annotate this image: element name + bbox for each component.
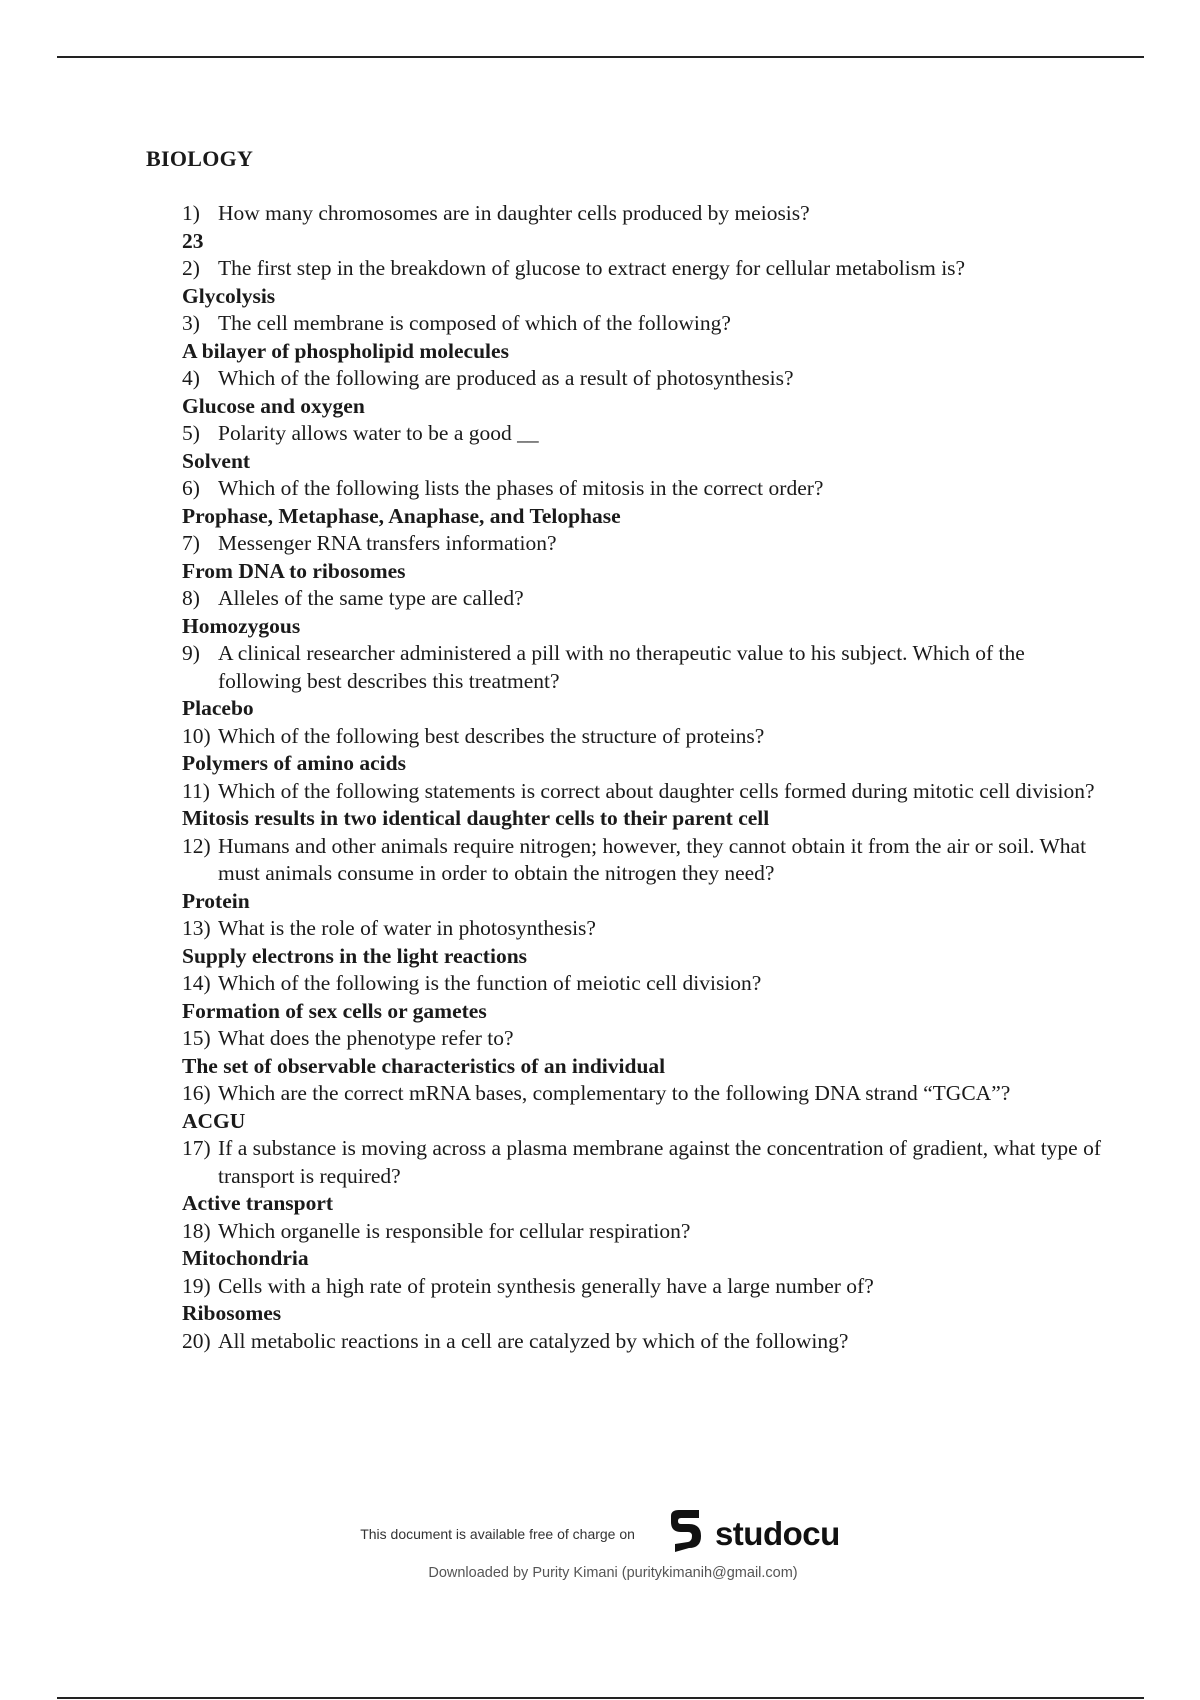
answer-text: Glucose and oxygen xyxy=(182,393,365,418)
studocu-brand[interactable] xyxy=(661,1508,840,1559)
question-body: If a substance is moving across a plasma membrane against the concentration of gradient, what type of transport is required? xyxy=(218,1136,1102,1188)
question-item xyxy=(182,310,1102,365)
question-text xyxy=(182,200,1102,228)
question-item xyxy=(182,1135,1102,1218)
question-number: 15) xyxy=(182,1026,211,1050)
question-body: Messenger RNA transfers information? xyxy=(218,531,557,555)
answer-text: Protein xyxy=(182,888,250,913)
availability-note: This document is available free of charge on xyxy=(360,1525,635,1542)
question-text xyxy=(182,365,1102,393)
answer-text: ACGU xyxy=(182,1108,246,1133)
question-number: 20) xyxy=(182,1328,211,1353)
question-item xyxy=(182,420,1102,475)
question-number: 19) xyxy=(182,1273,211,1298)
answer-text: Solvent xyxy=(182,448,251,473)
question-item xyxy=(182,200,1102,255)
answer-text: Supply electrons in the light reactions xyxy=(182,943,528,968)
question-text xyxy=(182,530,1102,558)
question-body: A clinical researcher administered a pill with no therapeutic value to his subject. Which of the following best describes this treatment? xyxy=(218,641,1025,693)
question-item xyxy=(182,475,1102,530)
question-body: Polarity allows water to be a good __ xyxy=(218,421,539,445)
question-text xyxy=(182,723,1102,751)
question-item xyxy=(182,1328,1102,1356)
question-number: 10) xyxy=(182,723,211,748)
question-text xyxy=(182,1135,1102,1190)
question-text xyxy=(182,475,1102,503)
question-number: 3) xyxy=(182,311,200,335)
question-text xyxy=(182,970,1102,998)
answer-text: Ribosomes xyxy=(182,1301,282,1325)
question-text xyxy=(182,1218,1102,1246)
top-rule xyxy=(57,56,1144,58)
question-number: 16) xyxy=(182,1081,211,1105)
footer xyxy=(0,1508,1200,1581)
question-item xyxy=(182,530,1102,585)
question-text xyxy=(182,778,1102,806)
answer-text: From DNA to ribosomes xyxy=(182,558,406,583)
question-number: 12) xyxy=(182,833,211,858)
question-list xyxy=(182,200,1102,1355)
question-body: Cells with a high rate of protein synthesis generally have a large number of? xyxy=(218,1273,874,1298)
question-item xyxy=(182,585,1102,640)
question-body: The first step in the breakdown of glucose to extract energy for cellular metabolism is? xyxy=(218,256,966,280)
question-item xyxy=(182,640,1102,723)
question-body: Which of the following lists the phases of mitosis in the correct order? xyxy=(218,476,824,500)
question-number: 13) xyxy=(182,916,211,940)
question-item xyxy=(182,255,1102,310)
question-item xyxy=(182,778,1102,833)
answer-text: Polymers of amino acids xyxy=(182,751,406,775)
answer-text: 23 xyxy=(182,228,204,253)
question-number: 1) xyxy=(182,201,200,225)
question-text xyxy=(182,833,1102,888)
question-item xyxy=(182,1218,1102,1273)
answer-text: Mitochondria xyxy=(182,1246,309,1270)
question-body: Which are the correct mRNA bases, complementary to the following DNA strand “TGCA”? xyxy=(218,1081,1011,1105)
question-body: Which organelle is responsible for cellular respiration? xyxy=(218,1218,691,1243)
question-number: 8) xyxy=(182,586,200,610)
question-number: 2) xyxy=(182,256,200,280)
question-body: What is the role of water in photosynthesis? xyxy=(218,916,596,940)
answer-text: Placebo xyxy=(182,696,254,720)
question-item xyxy=(182,1273,1102,1328)
page-title: BIOLOGY xyxy=(146,146,254,171)
question-number: 9) xyxy=(182,641,200,665)
question-text xyxy=(182,1328,1102,1356)
question-body: The cell membrane is composed of which of the following? xyxy=(218,311,731,335)
question-body: Which of the following are produced as a result of photosynthesis? xyxy=(218,366,794,390)
question-item xyxy=(182,365,1102,420)
question-text xyxy=(182,640,1102,695)
studocu-wordmark: studocu xyxy=(714,1514,840,1552)
question-body: What does the phenotype refer to? xyxy=(218,1026,514,1050)
question-body: Alleles of the same type are called? xyxy=(218,586,524,610)
answer-text: Mitosis results in two identical daughter cells to their parent cell xyxy=(182,806,770,830)
question-body: How many chromosomes are in daughter cells produced by meiosis? xyxy=(218,201,810,225)
question-text xyxy=(182,255,1102,283)
bottom-rule xyxy=(57,1697,1144,1699)
question-text xyxy=(182,420,1102,448)
question-item xyxy=(182,970,1102,1025)
answer-text: Active transport xyxy=(182,1191,334,1215)
question-number: 5) xyxy=(182,421,200,445)
question-text xyxy=(182,1080,1102,1108)
download-note: Downloaded by Purity Kimani (puritykimanih@gmail.com) xyxy=(428,1565,798,1581)
question-body: All metabolic reactions in a cell are catalyzed by which of the following? xyxy=(218,1328,849,1353)
answer-text: Homozygous xyxy=(182,613,301,638)
question-item xyxy=(182,915,1102,970)
question-item xyxy=(182,723,1102,778)
question-number: 17) xyxy=(182,1136,211,1160)
answer-text: Prophase, Metaphase, Anaphase, and Telophase xyxy=(182,503,621,528)
question-text xyxy=(182,585,1102,613)
question-body: Which of the following best describes the structure of proteins? xyxy=(218,723,765,748)
answer-text: The set of observable characteristics of an individual xyxy=(182,1053,666,1078)
question-text xyxy=(182,915,1102,943)
question-item xyxy=(182,1080,1102,1135)
studocu-logo-icon xyxy=(661,1508,707,1559)
answer-text: A bilayer of phospholipid molecules xyxy=(182,338,509,363)
question-number: 6) xyxy=(182,476,200,500)
question-number: 4) xyxy=(182,366,200,390)
answer-text: Formation of sex cells or gametes xyxy=(182,998,487,1023)
question-number: 7) xyxy=(182,531,200,555)
answer-text: Glycolysis xyxy=(182,283,276,308)
question-item xyxy=(182,1025,1102,1080)
question-number: 11) xyxy=(182,778,210,803)
question-number: 14) xyxy=(182,971,211,995)
question-text xyxy=(182,1273,1102,1301)
question-item xyxy=(182,833,1102,916)
question-number: 18) xyxy=(182,1218,211,1243)
question-body: Humans and other animals require nitrogen; however, they cannot obtain it from the air or soil. What must animals consume in order to obtain the nitrogen they need? xyxy=(218,833,1087,885)
question-body: Which of the following is the function of meiotic cell division? xyxy=(218,971,762,995)
question-text xyxy=(182,1025,1102,1053)
question-body: Which of the following statements is correct about daughter cells formed during mitotic cell division? xyxy=(218,778,1095,803)
question-text xyxy=(182,310,1102,338)
